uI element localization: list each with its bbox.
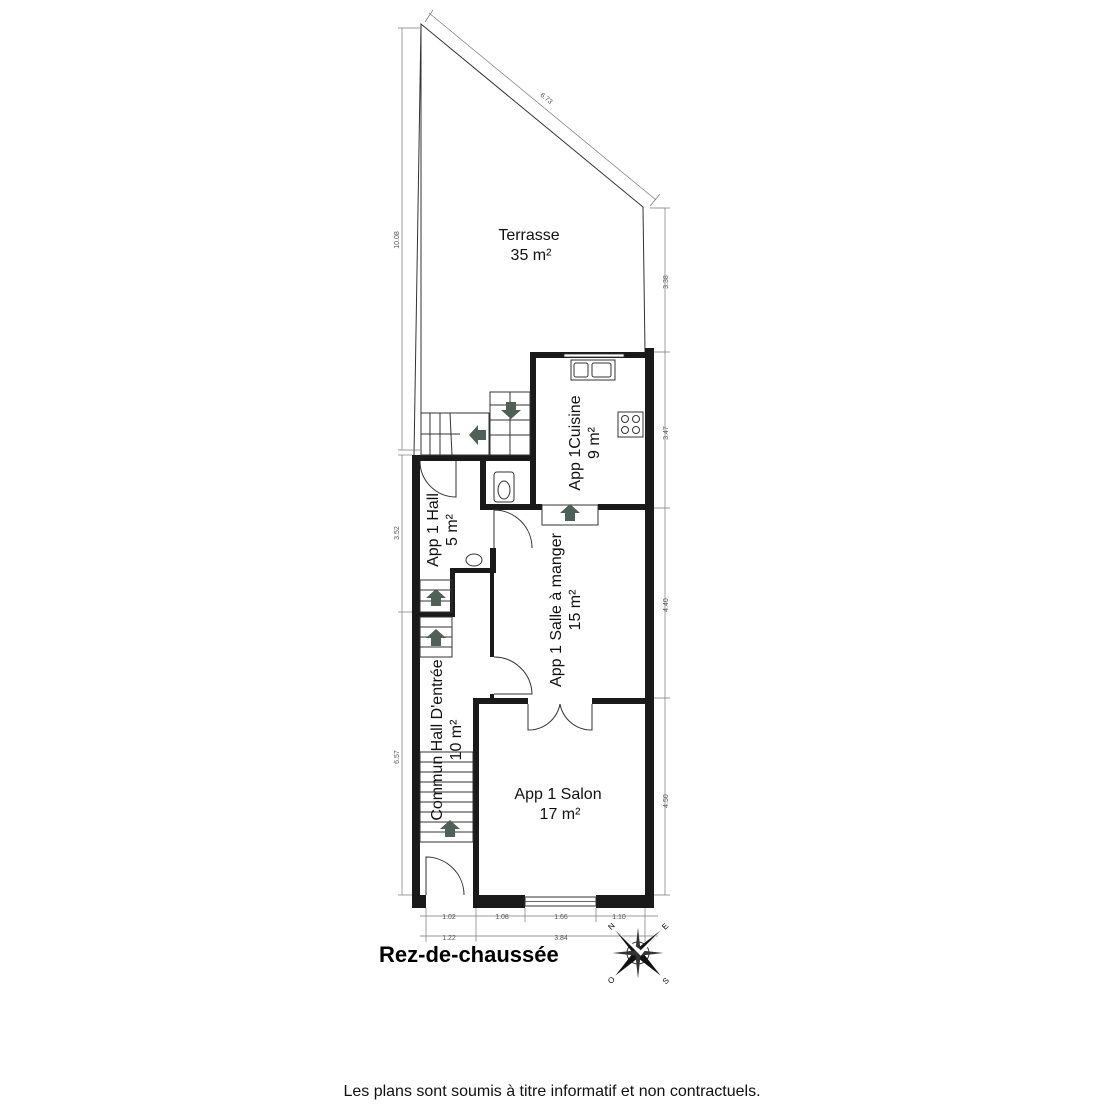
room-name: Terrasse <box>498 227 560 244</box>
room-name: App 1 Salle à manger <box>548 533 565 687</box>
washbasin-icon <box>466 554 482 566</box>
dimension-label: 1.22 <box>442 935 456 942</box>
room-hall <box>425 493 461 567</box>
wc-toilet-icon <box>494 472 514 502</box>
compass-rose-icon <box>579 895 698 1014</box>
room-terrasse <box>498 227 559 264</box>
arrow-up-icon <box>426 629 446 646</box>
dimension-label: 4.40 <box>663 598 670 612</box>
room-name: App 1Cuisine <box>567 395 584 491</box>
stairs-commun <box>420 580 473 842</box>
disclaimer: Les plans sont soumis à titre informatif et non contractuels. <box>343 1083 761 1100</box>
dimension-label: 3.84 <box>554 935 568 942</box>
stairs-terrace <box>421 392 530 455</box>
room-area: 17 m² <box>539 806 581 823</box>
room-name: Commun Hall D'entrée <box>429 659 446 821</box>
dimension-label: 1.08 <box>495 914 509 921</box>
room-name: App 1 Hall <box>425 493 442 567</box>
dimension-label: 10.08 <box>394 231 401 249</box>
arrow-up-icon <box>440 820 460 837</box>
room-area: 35 m² <box>510 247 552 264</box>
room-area: 15 m² <box>567 589 584 631</box>
room-salle-a-manger <box>548 532 584 687</box>
room-cuisine <box>567 395 603 490</box>
dimension-label: 6.57 <box>394 750 401 764</box>
dimension-label: 4.50 <box>663 794 670 808</box>
floor-title: Rez-de-chaussée <box>379 942 559 967</box>
room-commun-hall <box>429 659 465 820</box>
dimension-label: 3.52 <box>394 526 401 540</box>
room-area: 5 m² <box>444 514 461 546</box>
compass-letter: S <box>660 975 672 987</box>
arrow-up-icon <box>426 589 446 606</box>
arrow-left-icon <box>469 425 486 445</box>
dimension-label: 1.10 <box>612 914 626 921</box>
dimension-label: 1.02 <box>442 914 456 921</box>
compass-letter: N <box>606 921 617 932</box>
cooktop-icon <box>618 412 643 437</box>
room-name: App 1 Salon <box>514 786 602 803</box>
dimension-label: 3.38 <box>663 275 670 289</box>
dimension-label: 6.73 <box>538 91 554 106</box>
room-area: 10 m² <box>448 719 465 761</box>
compass-letter: O <box>606 974 617 986</box>
compass-letter: E <box>660 921 671 932</box>
dimension-label: 3.47 <box>663 426 670 440</box>
room-area: 9 m² <box>586 427 603 459</box>
room-salon <box>514 786 601 823</box>
dimension-label: 1.66 <box>554 914 568 921</box>
